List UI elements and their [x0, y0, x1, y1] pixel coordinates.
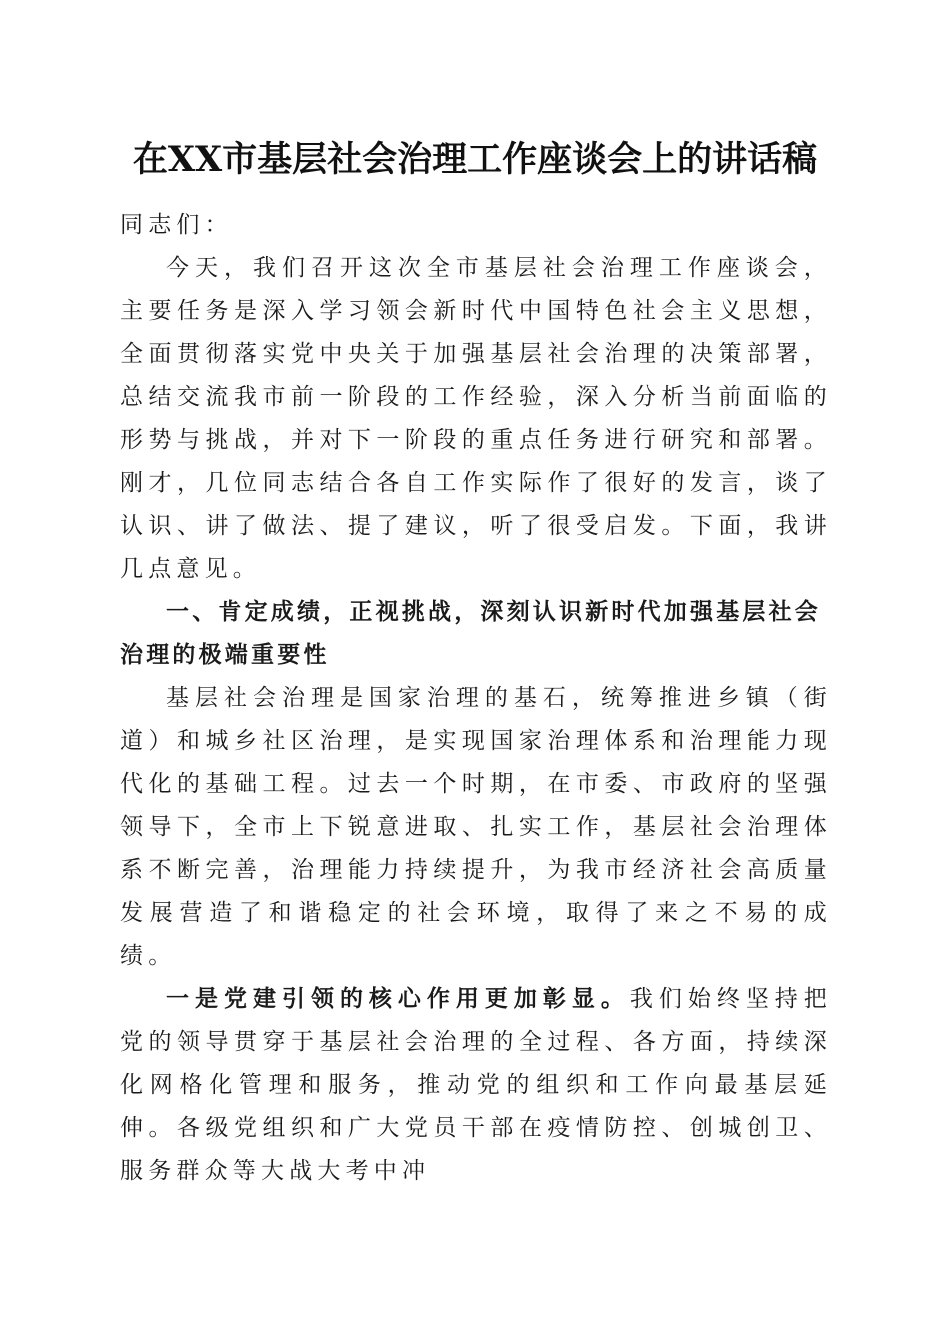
document-title: 在XX市基层社会治理工作座谈会上的讲话稿	[132, 139, 818, 180]
point-1-paragraph	[120, 978, 832, 1193]
point-1-text: 我们始终坚持把党的领导贯穿于基层社会治理的全过程、各方面，持续深化网格化管理和服务，推动党的组织和工作向最基层延伸。各级党组织和广大党员干部在疫情防控、创城创卫、服务群众等大战大考中冲	[120, 986, 833, 1184]
section-heading-1: 一、肯定成绩，正视挑战，深刻认识新时代加强基层社会治理的极端重要性	[120, 599, 821, 668]
salutation: 同志们：	[120, 212, 233, 238]
intro-paragraph: 今天，我们召开这次全市基层社会治理工作座谈会，主要任务是深入学习领会新时代中国特色社会主义思想，全面贯彻落实党中央关于加强基层社会治理的决策部署，总结交流我市前一阶段的工作经验，深入分析当前面临的形势与挑战，并对下一阶段的重点任务进行研究和部署。刚才，几位同志结合各自工作实际作了很好的发言，谈了认识、讲了做法、提了建议，听了很受启发。下面，我讲几点意见。	[120, 255, 832, 582]
point-1-lead: 一是党建引领的核心作用更加彰显。	[166, 986, 630, 1012]
section-1-paragraph: 基层社会治理是国家治理的基石，统筹推进乡镇（街道）和城乡社区治理，是实现国家治理体系和治理能力现代化的基础工程。过去一个时期，在市委、市政府的坚强领导下，全市上下锐意进取、扎实工作，基层社会治理体系不断完善，治理能力持续提升，为我市经济社会高质量发展营造了和谐稳定的社会环境，取得了来之不易的成绩。	[120, 685, 832, 969]
document-body	[120, 247, 832, 1193]
